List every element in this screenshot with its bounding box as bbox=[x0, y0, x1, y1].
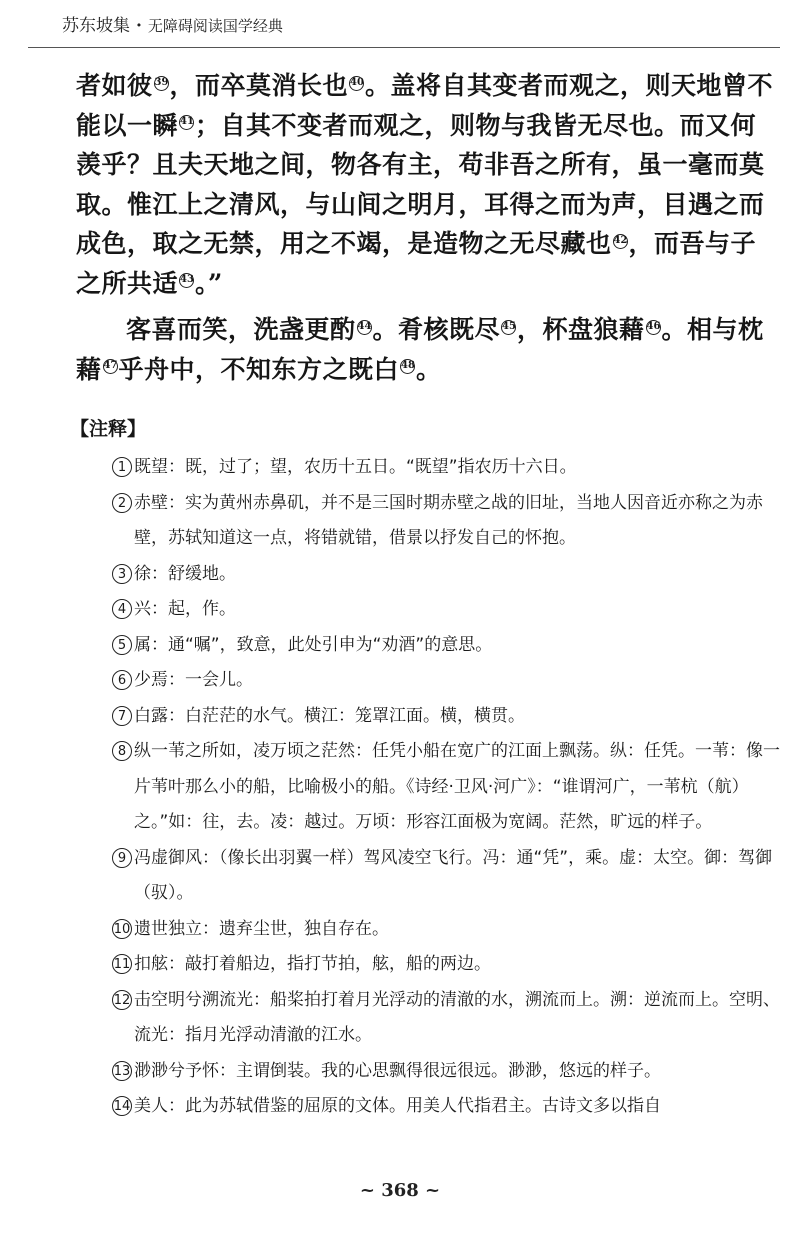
note-text: 纵一苇之所如，凌万顷之茫然：任凭小船在宽广的江面上飘荡。纵：任凭。一苇：像一片苇叶那么小的船，比喻极小的船。《诗经·卫风·河广》：“谁谓河广，一苇杭（航）之。”如：往，去。凌：越过。万顷：形容江面极为宽阔。茫然，旷远的样子。 bbox=[134, 741, 780, 832]
note-item bbox=[112, 841, 784, 912]
series-title: 无障碍阅读国学经典 bbox=[147, 17, 283, 35]
note-number: 6 bbox=[112, 670, 132, 690]
text-run: 者如彼 bbox=[76, 71, 153, 100]
footnote-marker: 44 bbox=[357, 320, 372, 335]
notes-list bbox=[112, 450, 784, 1125]
main-text bbox=[76, 66, 776, 389]
text-run: ，而吾与子之所共适 bbox=[76, 229, 757, 298]
note-text: 白露：白茫茫的水气。横江：笼罩江面。横，横贯。 bbox=[134, 705, 525, 726]
note-text: 徐：舒缓地。 bbox=[134, 563, 236, 584]
text-run: ；自其不变者而观之，则物与我皆无尽也。而又何羡乎？且夫天地之间，物各有主，苟非吾之所有，虽一毫而莫取。惟江上之清风，与山间之明月，耳得之而为声，目遇之而成色，取之无禁，用之不竭，是造物之无尽藏也 bbox=[76, 110, 765, 258]
note-text: 属：通“嘱”，致意，此处引申为“劝酒”的意思。 bbox=[134, 634, 493, 655]
notes-heading: 【注释】 bbox=[70, 418, 147, 440]
text-run: 。盖将自其变者而观之，则天地曾不能以一瞬 bbox=[76, 71, 774, 140]
text-run: 。相与枕藉 bbox=[76, 315, 764, 384]
note-number: 7 bbox=[112, 706, 132, 726]
page-number: ~ 368 ~ bbox=[359, 1180, 441, 1201]
note-number: 11 bbox=[112, 954, 132, 974]
footnote-marker: 39 bbox=[154, 76, 169, 91]
note-text: 兴：起，作。 bbox=[134, 599, 236, 619]
text-run: ，而卒莫消长也 bbox=[169, 71, 349, 100]
footnote-marker: 40 bbox=[349, 76, 364, 91]
note-number: 4 bbox=[112, 599, 132, 619]
footnote-marker: 42 bbox=[613, 234, 628, 249]
note-number: 9 bbox=[112, 848, 132, 868]
footnote-marker: 46 bbox=[646, 320, 661, 335]
header-separator: · bbox=[136, 16, 142, 36]
note-item bbox=[112, 734, 784, 841]
note-item bbox=[112, 592, 784, 628]
note-item bbox=[112, 663, 784, 699]
note-text: 美人：此为苏轼借鉴的屈原的文体。用美人代指君主。古诗文多以指自 bbox=[134, 1096, 661, 1116]
note-text: 冯虚御风：（像长出羽翼一样）驾风凌空飞行。冯：通“凭”，乘。虚：太空。御：驾御（驭）。 bbox=[134, 847, 773, 903]
note-item bbox=[112, 557, 784, 593]
note-text: 渺渺兮予怀：主谓倒装。我的心思飘得很远很远。渺渺，悠远的样子。 bbox=[134, 1060, 661, 1081]
note-item bbox=[112, 450, 784, 486]
note-text: 遗世独立：遗弃尘世，独自存在。 bbox=[134, 918, 389, 939]
note-number: 13 bbox=[112, 1061, 132, 1081]
footnote-marker: 47 bbox=[103, 359, 118, 374]
note-item bbox=[112, 947, 784, 983]
note-item bbox=[112, 1054, 784, 1090]
text-run: 客喜而笑，洗盏更酌 bbox=[126, 315, 356, 344]
note-number: 14 bbox=[112, 1096, 132, 1116]
footnote-marker: 43 bbox=[179, 273, 194, 288]
note-text: 击空明兮溯流光：船桨拍打着月光浮动的清澈的水，溯流而上。溯：逆流而上。空明、流光：指月光浮动清澈的江水。 bbox=[134, 989, 780, 1045]
note-number: 5 bbox=[112, 635, 132, 655]
note-item bbox=[112, 486, 784, 557]
text-run: 乎舟中，不知东方之既白 bbox=[118, 354, 400, 384]
text-run: 。” bbox=[195, 268, 223, 298]
note-item bbox=[112, 983, 784, 1054]
note-text: 既望：既，过了；望，农历十五日。“既望”指农历十六日。 bbox=[134, 457, 577, 477]
footnote-marker: 48 bbox=[400, 359, 415, 374]
header-rule bbox=[28, 47, 780, 48]
paragraph-2 bbox=[76, 310, 776, 389]
book-title: 苏东坡集 bbox=[62, 16, 130, 36]
note-text: 扣舷：敲打着船边，指打节拍，舷，船的两边。 bbox=[134, 954, 491, 974]
footnote-marker: 41 bbox=[179, 115, 194, 130]
note-number: 2 bbox=[112, 493, 132, 513]
note-item bbox=[112, 912, 784, 948]
note-number: 8 bbox=[112, 741, 132, 761]
note-item bbox=[112, 628, 784, 664]
paragraph-1 bbox=[76, 66, 776, 303]
note-number: 1 bbox=[112, 457, 132, 477]
note-item bbox=[112, 1089, 784, 1125]
note-item bbox=[112, 699, 784, 735]
footnote-marker: 45 bbox=[501, 320, 516, 335]
text-run: ，杯盘狼藉 bbox=[517, 315, 645, 344]
text-run: 。 bbox=[416, 354, 442, 384]
note-number: 10 bbox=[112, 919, 132, 939]
note-text: 赤壁：实为黄州赤鼻矶，并不是三国时期赤壁之战的旧址，当地人因音近亦称之为赤壁，苏轼知道这一点，将错就错，借景以抒发自己的怀抱。 bbox=[134, 492, 763, 548]
note-number: 12 bbox=[112, 990, 132, 1010]
text-run: 。肴核既尽 bbox=[372, 315, 501, 344]
note-text: 少焉：一会儿。 bbox=[134, 670, 253, 690]
running-header bbox=[62, 14, 760, 38]
note-number: 3 bbox=[112, 564, 132, 584]
